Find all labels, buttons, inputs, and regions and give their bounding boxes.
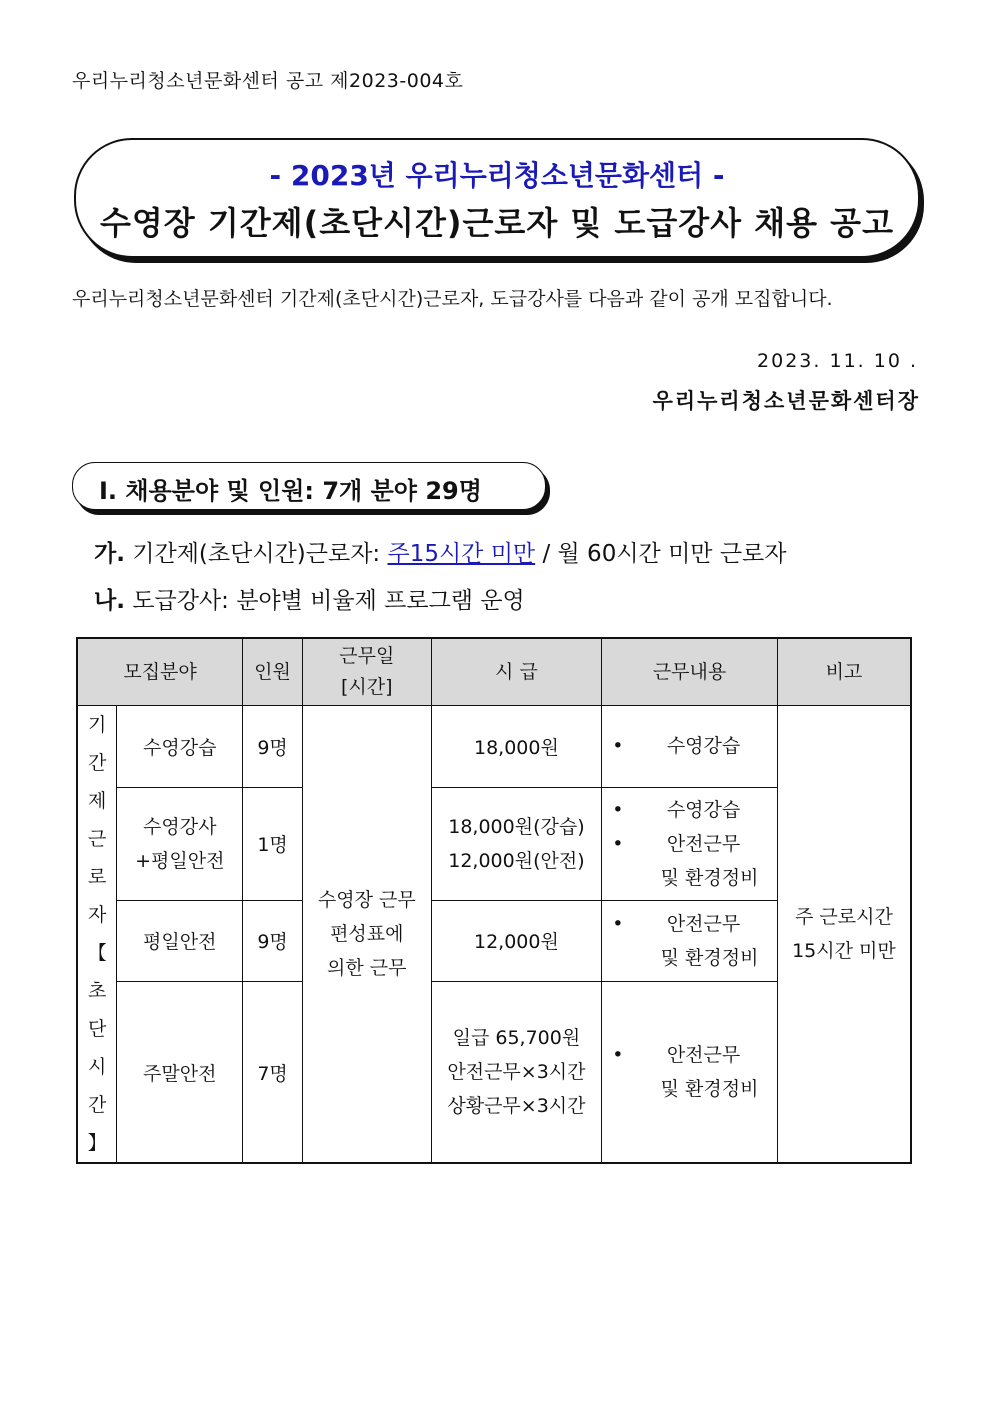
field-line: 수영강사: [143, 815, 217, 838]
duty-item: • 안전근무: [612, 827, 777, 861]
group-label-cell: [77, 706, 117, 1164]
duty-item: • 수영강습: [612, 793, 777, 827]
section1-heading-box: [72, 462, 546, 510]
row4-field: 주말안전: [117, 982, 243, 1163]
table-row: [77, 706, 911, 788]
duty-item-cont: [612, 861, 777, 895]
group-label-char: 단: [88, 1018, 107, 1040]
duty-cont-text: 및 환경정비: [660, 1078, 759, 1101]
pay-line: 18,000원(강습): [448, 815, 585, 838]
group-label-char: 제: [88, 790, 107, 812]
header-workday-line2: [시간]: [341, 676, 393, 698]
shared-remarks-cell: [777, 706, 911, 1164]
header-remarks: 비고: [777, 638, 911, 706]
recruitment-table: [76, 637, 912, 1164]
row3-count: 9명: [243, 900, 303, 982]
duty-item: • 안전근무: [612, 907, 777, 941]
duty-item-cont: [612, 1072, 777, 1106]
remarks-line: 15시간 미만: [792, 940, 896, 962]
header-workday-line1: 근무일: [339, 645, 395, 667]
item-b-text: 도급강사: 분야별 비율제 프로그램 운영: [132, 588, 525, 614]
item-a-text-post: / 월 60시간 미만 근로자: [542, 541, 787, 567]
row4-duties: [602, 982, 778, 1163]
pay-line: 상황근무×3시간: [447, 1095, 586, 1118]
group-label-char: 로: [88, 866, 107, 888]
row3-pay: 12,000원: [431, 900, 602, 982]
header-count: 인원: [243, 638, 303, 706]
notice-number: 우리누리청소년문화센터 공고 제2023-004호: [72, 70, 464, 92]
group-label-char: 초: [88, 980, 107, 1002]
row4-pay: [431, 982, 602, 1163]
pay-line: 12,000원(안전): [448, 849, 585, 872]
header-pay: 시 급: [431, 638, 602, 706]
row1-pay: 18,000원: [431, 706, 602, 788]
duty-item: • 안전근무: [612, 1038, 777, 1072]
item-b-marker: 나.: [94, 588, 125, 614]
group-label-char: 시: [88, 1056, 107, 1078]
row3-duties: [602, 900, 778, 982]
shared-workday-line: 수영장 근무: [317, 889, 416, 911]
group-label-char: 】: [87, 1132, 107, 1154]
duty-item: • 수영강습: [612, 729, 777, 763]
pay-line: 안전근무×3시간: [447, 1061, 586, 1084]
title-line1: - 2023년 우리누리청소년문화센터 -: [269, 159, 725, 192]
remarks-line: 주 근로시간: [795, 906, 893, 928]
header-field: 모집분야: [77, 638, 243, 706]
shared-workday-line: 편성표에: [330, 923, 404, 945]
item-a-marker: 가.: [94, 541, 125, 567]
header-duties: 근무내용: [602, 638, 778, 706]
row4-count: 7명: [243, 982, 303, 1163]
organization-signature: 우리누리청소년문화센터장: [652, 388, 920, 413]
item-a: [94, 535, 786, 568]
notice-date: 2023. 11. 10 .: [757, 350, 918, 372]
pay-line: 일급 65,700원: [452, 1027, 581, 1050]
duty-cont-text: 및 환경정비: [660, 946, 759, 969]
group-label-char: 간: [88, 752, 107, 774]
item-a-text-pre: 기간제(초단시간)근로자:: [132, 541, 381, 567]
group-label-char: 근: [88, 828, 107, 850]
field-line: +평일안전: [135, 849, 225, 872]
row1-duties: [602, 706, 778, 788]
row1-field: 수영강습: [117, 706, 243, 788]
group-label-char: 【: [87, 942, 107, 964]
shared-workday-line: 의한 근무: [327, 957, 407, 979]
table-header-row: [77, 638, 911, 706]
title-line2: 수영장 기간제(초단시간)근로자 및 도급강사 채용 공고: [99, 204, 895, 242]
duty-cont-text: 및 환경정비: [660, 866, 759, 889]
row2-count: 1명: [243, 787, 303, 900]
item-a-underline: 주15시간 미만: [387, 541, 536, 567]
row2-pay: [431, 787, 602, 900]
row2-field: [117, 787, 243, 900]
group-label-char: 자: [88, 904, 107, 926]
group-label-char: 간: [88, 1094, 107, 1116]
row2-duties: [602, 787, 778, 900]
group-label-char: 기: [88, 714, 107, 736]
row3-field: 평일안전: [117, 900, 243, 982]
intro-text: 우리누리청소년문화센터 기간제(초단시간)근로자, 도급강사를 다음과 같이 공개 모집합니다.: [72, 288, 833, 310]
row1-count: 9명: [243, 706, 303, 788]
item-b: [94, 582, 525, 615]
duty-item-cont: [612, 941, 777, 975]
title-box: [74, 138, 920, 258]
section1-heading: Ⅰ. 채용분야 및 인원: 7개 분야 29명: [99, 477, 482, 505]
shared-workday-cell: [302, 706, 431, 1164]
header-workday: [302, 638, 431, 706]
